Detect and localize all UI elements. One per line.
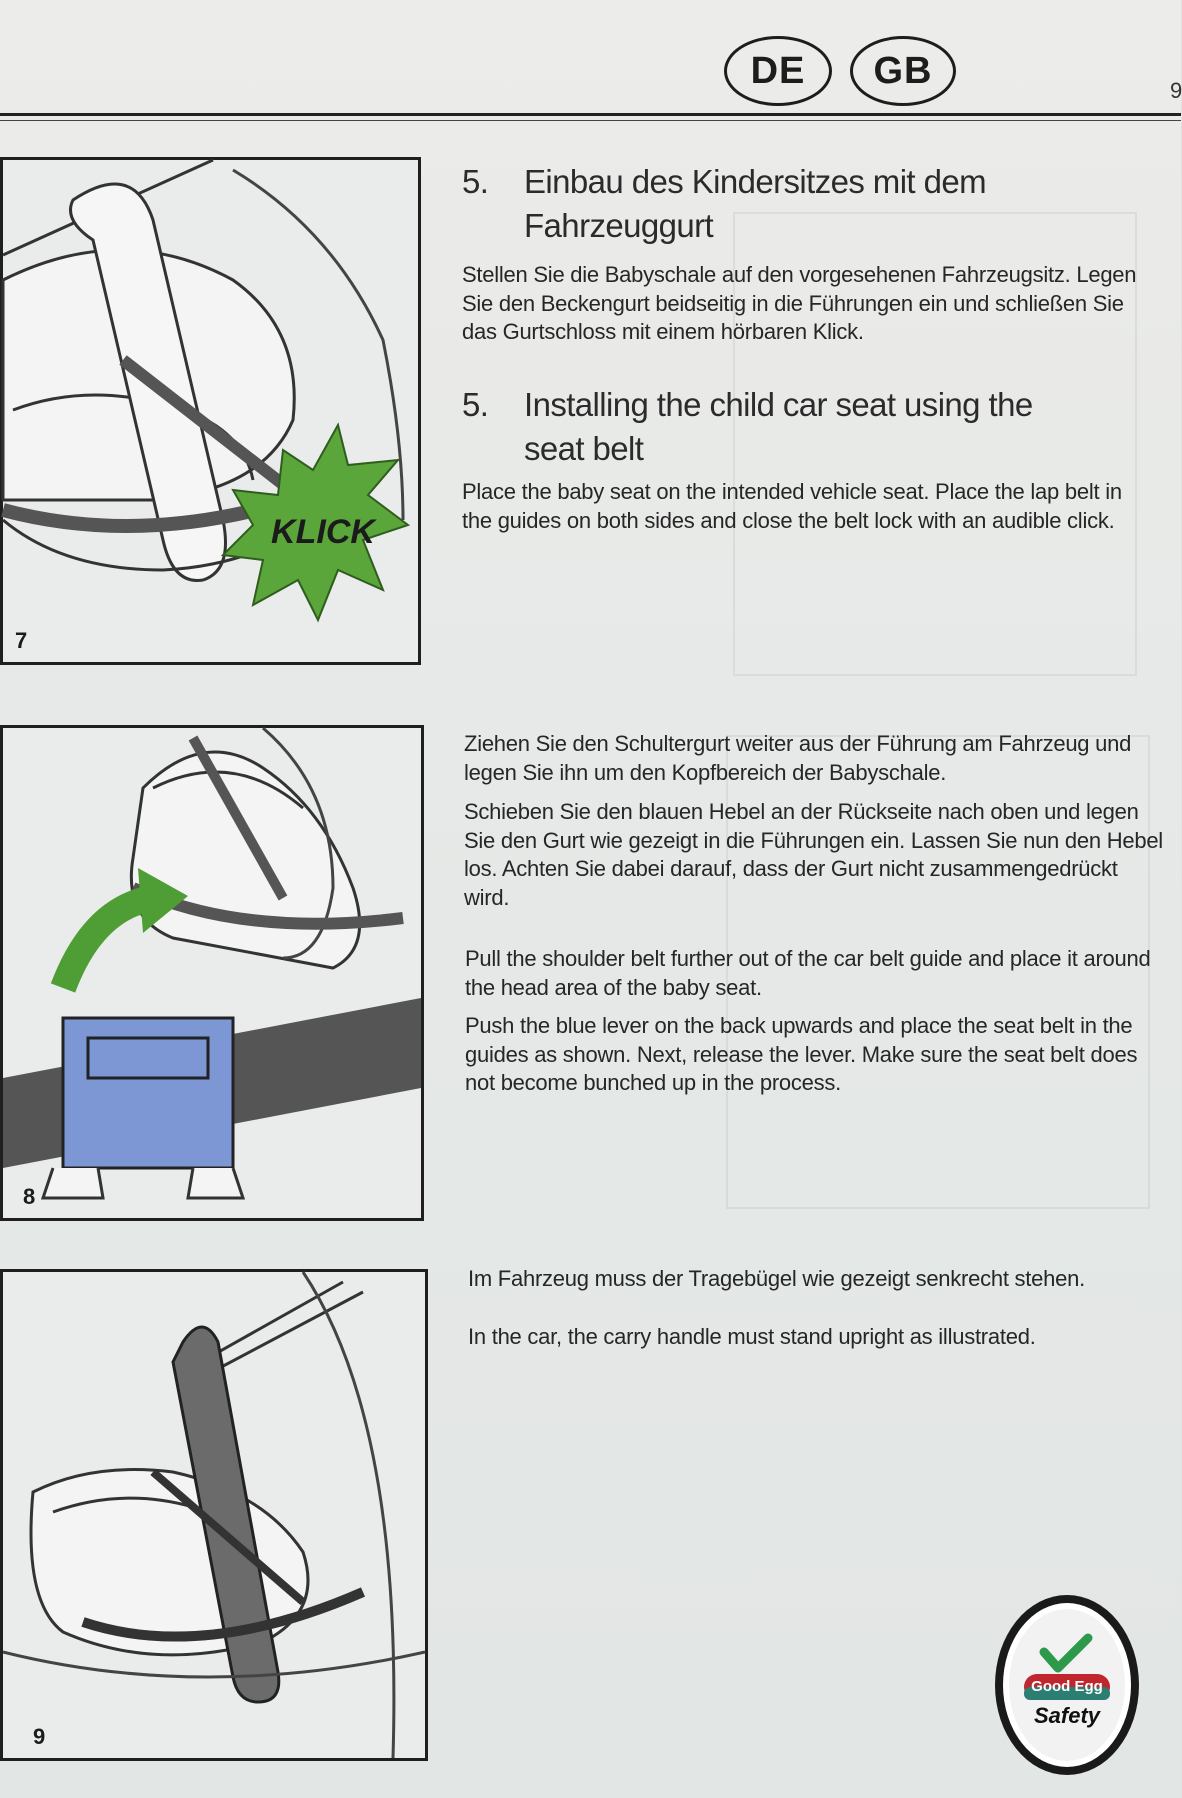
figure-number: 9 [33,1724,46,1749]
paragraph-en-step7: Place the baby seat on the intended vehicle seat. Place the lap belt in the guides on both sides and close the belt lock with an audible click. [462,479,1122,533]
header-rule-thin [0,120,1181,121]
paragraph-en-step9: In the car, the carry handle must stand upright as illustrated. [468,1324,1036,1349]
paragraph-de-step8a: Ziehen Sie den Schultergurt weiter aus der Führung am Fahrzeug und legen Sie ihn um den Kopfbereich der Babyschale. [464,731,1132,785]
figure-number: 8 [23,1184,36,1209]
language-badge-gb: GB [850,36,956,106]
section-title: Installing the child car seat using the seat belt [524,386,1033,467]
paragraph-de-step7: Stellen Sie die Babyschale auf den vorgesehenen Fahrzeugsitz. Legen Sie den Beckengurt beidseitig in die Führungen ein und schließen Sie das Gurtschloss mit einem hörbaren Klick. [462,262,1137,344]
green-arrow-shaft [63,898,153,988]
section-number: 5. [462,386,489,423]
logo-text-good-egg: Good Egg [1031,1678,1103,1695]
good-egg-safety-logo [992,1580,1142,1778]
section-title: Einbau des Kindersitzes mit dem Fahrzeuggurt [524,163,986,244]
paragraph-en-step8b: Push the blue lever on the back upwards and place the seat belt in the guides as shown. Next, release the lever. Make sure the seat belt does not become bunched up in the process. [465,1013,1138,1095]
page-number: 9 [1170,78,1182,103]
baby-seat-carry-handle-upright-illustration [3,1272,425,1758]
paragraph-de-step9: Im Fahrzeug muss der Tragebügel wie gezeigt senkrecht stehen. [468,1266,1085,1291]
baby-seat-lap-belt-illustration [3,160,418,662]
section-number: 5. [462,163,489,200]
language-badge-de: DE [724,36,832,106]
figure-7 [0,157,421,665]
paragraph-de-step8b: Schieben Sie den blauen Hebel an der Rückseite nach oben und legen Sie den Gurt wie gezeigt in die Führungen ein. Lassen Sie nun den Hebel los. Achten Sie dabei darauf, dass der Gurt nicht zusammengedrückt wird. [464,799,1163,910]
figure-number: 7 [15,628,28,653]
paragraph-en-step8a: Pull the shoulder belt further out of the car belt guide and place it around the head area of the baby seat. [465,946,1151,1000]
baby-seat-shoulder-belt-illustration [3,728,421,1218]
header-rule [0,113,1181,116]
klick-label: KLICK [271,513,375,551]
logo-text-safety: Safety [1033,1703,1101,1728]
figure-8 [0,725,424,1221]
figure-9 [0,1269,428,1761]
